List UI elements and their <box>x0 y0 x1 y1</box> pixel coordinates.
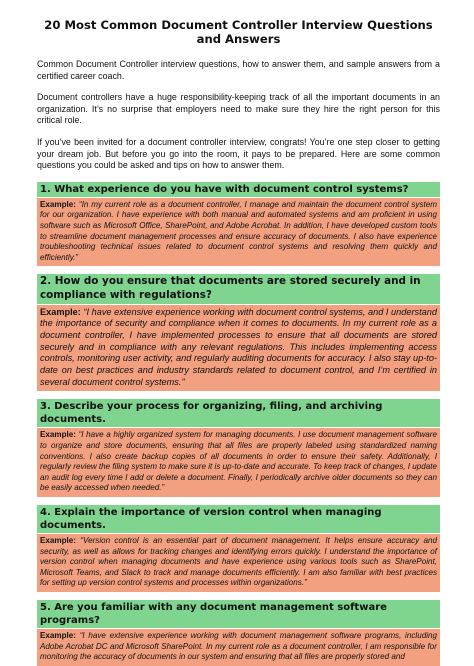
page-title: 20 Most Common Document Controller Interview Questions and Answers <box>44 18 433 46</box>
answer-5-text: “I have extensive experience working with document management software programs, including Adobe Acrobat DC and Microsoft SharePoint. In my current role as a document controller, I am responsible for monitoring the accuracy of documents in our system and ensuring that all files are properly stored and <box>40 630 438 662</box>
answer-4-block <box>37 534 440 592</box>
question-1-heading: 1. What experience do you have with document control systems? <box>37 182 440 197</box>
intro-paragraph-2: Document controllers have a huge responsibility-keeping track of all the important documents in an organization. It’s no surprise that employers need to make sure they hire the right person for this critical role. <box>37 92 440 126</box>
example-label: Example: <box>40 199 76 209</box>
example-label: Example: <box>40 430 76 440</box>
answer-2-text: “I have extensive experience working with document control systems, and I understand the importance of security and compliance when it comes to documents. In my current role as a document controller, I have implemented processes to ensure that all documents are stored securely and in compliance with any relevant regulations. This includes implementing access controls, monitoring user activity, and regularly auditing documents for accuracy. I also stay up-to-date on best practices and industry standards related to document control, and I’m certified in several document control systems.” <box>40 306 437 387</box>
question-3-heading: 3. Describe your process for organizing, filing, and archiving documents. <box>37 399 440 427</box>
answer-4-text: “Version control is an essential part of document management. It helps ensure accuracy and security, as well as allows for tracking changes and identifying errors quickly. I understand the importance of version control when managing documents and have experience using various tools such as SharePoint, Microsoft Teams, and Slack to track and manage documents efficiently. I am also familiar with best practices for setting up version control systems and processes within organizations.” <box>40 535 438 588</box>
answer-1-block <box>37 198 440 267</box>
question-5-heading: 5. Are you familiar with any document management software programs? <box>37 600 440 628</box>
question-4-heading: 4. Explain the importance of version control when managing documents. <box>37 505 440 533</box>
question-2-heading: 2. How do you ensure that documents are stored securely and in compliance with regulations? <box>37 274 440 303</box>
intro-paragraph-3: If you’ve been invited for a document controller interview, congrats! You’re one step closer to getting your dream job. But before you go into the room, it pays to be prepared. Here are some common questions you could be asked and tips on how to answer them. <box>37 136 440 171</box>
answer-3-block <box>37 428 440 497</box>
answer-5-block <box>37 629 440 666</box>
answer-1-text: “In my current role as a document controller, I manage and maintain the document control system for our organization. I have experience with both manual and automated systems and am proficient in using software such as Microsoft Office, SharePoint, and Adobe Acrobat. In addition, I have developed custom tools to streamline document management processes and ensure accuracy of documents. I also have experience troubleshooting technical issues related to document control systems and resolving them quickly and efficiently.” <box>40 199 438 262</box>
answer-3-text: “I have a highly organized system for managing documents. I use document management software to organize and store documents, ensuring that all files are properly labeled using standardized naming conventions. I also create backup copies of all documents in order to ensure their safety. Additionally, I regularly review the filing system to make sure it is up-to-date and accurate. To keep track of changes, I update an audit log every time I add or delete a document. Finally, I periodically archive older documents so they can be easily accessed when needed.” <box>40 430 437 493</box>
example-label: Example: <box>40 306 81 317</box>
intro-paragraph-1: Common Document Controller interview questions, how to answer them, and sample answers from a certified career coach. <box>37 59 440 81</box>
answer-2-block <box>37 305 440 392</box>
example-label: Example: <box>40 535 76 545</box>
example-label: Example: <box>40 630 76 640</box>
